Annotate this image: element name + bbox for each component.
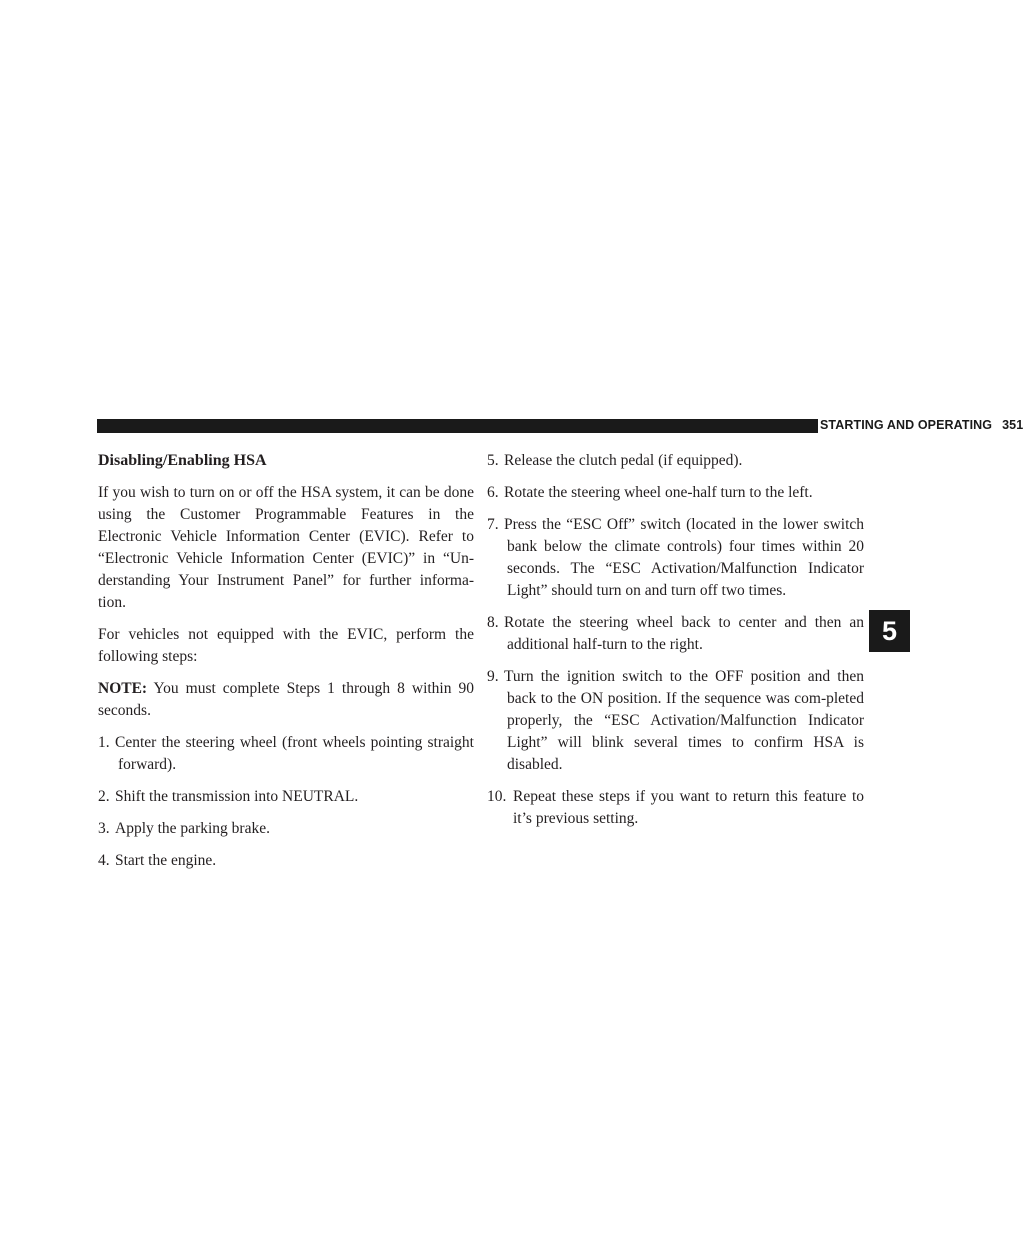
list-item [487, 612, 864, 656]
step-number: 9. [487, 668, 499, 685]
list-item [98, 732, 474, 776]
step-text: Press the “ESC Off” switch (located in the lower switch bank below the climate controls) four times within 20 seconds. The “ESC Activation/Malfunction Indicator Light” should turn on and turn off two times. [504, 516, 864, 599]
note-label: NOTE: [98, 680, 148, 697]
step-number: 5. [487, 452, 499, 469]
list-item [98, 850, 474, 872]
step-number: 3. [98, 820, 110, 837]
step-number: 8. [487, 614, 499, 631]
chapter-tab: 5 [869, 610, 910, 652]
intro-paragraph: If you wish to turn on or off the HSA system, it can be done using the Customer Programmable Features in the Electronic Vehicle Information Center (EVIC). Refer to “Electronic Vehicle Information Center (EVIC)” in “Un-derstanding Your Instrument Panel” for further informa-tion. [98, 484, 474, 611]
right-column [487, 450, 864, 840]
step-number: 10. [487, 788, 507, 805]
step-number: 7. [487, 516, 499, 533]
note-text: You must complete Steps 1 through 8 within 90 seconds. [98, 680, 474, 719]
list-item [487, 786, 864, 830]
steps-list-right [487, 450, 864, 830]
header-rule-bar [97, 419, 818, 433]
list-item [487, 482, 864, 504]
list-item [98, 786, 474, 808]
step-text: Rotate the steering wheel one-half turn to the left. [504, 484, 813, 501]
left-column [98, 450, 474, 882]
page-number: 351 [1002, 418, 1023, 432]
step-number: 4. [98, 852, 110, 869]
list-item [487, 666, 864, 776]
list-item [487, 514, 864, 602]
step-number: 6. [487, 484, 499, 501]
step-text: Center the steering wheel (front wheels pointing straight forward). [115, 734, 474, 773]
step-text: Shift the transmission into NEUTRAL. [115, 788, 359, 805]
step-text: Repeat these steps if you want to return this feature to it’s previous setting. [513, 788, 864, 827]
running-header [820, 418, 1023, 432]
section-title: STARTING AND OPERATING [820, 418, 993, 432]
step-text: Rotate the steering wheel back to center and then an additional half-turn to the right. [504, 614, 864, 653]
steps-list-left [98, 732, 474, 872]
step-number: 1. [98, 734, 110, 751]
step-text: Release the clutch pedal (if equipped). [504, 452, 743, 469]
section-heading: Disabling/Enabling HSA [98, 452, 267, 469]
evic-paragraph: For vehicles not equipped with the EVIC, perform the following steps: [98, 626, 474, 665]
step-number: 2. [98, 788, 110, 805]
step-text: Start the engine. [115, 852, 217, 869]
step-text: Turn the ignition switch to the OFF position and then back to the ON position. If the sequence was com-pleted properly, the “ESC Activation/Malfunction Indicator Light” will blink several times to confirm HSA is disabled. [504, 668, 864, 773]
list-item [487, 450, 864, 472]
list-item [98, 818, 474, 840]
step-text: Apply the parking brake. [115, 820, 270, 837]
note-paragraph [98, 678, 474, 722]
